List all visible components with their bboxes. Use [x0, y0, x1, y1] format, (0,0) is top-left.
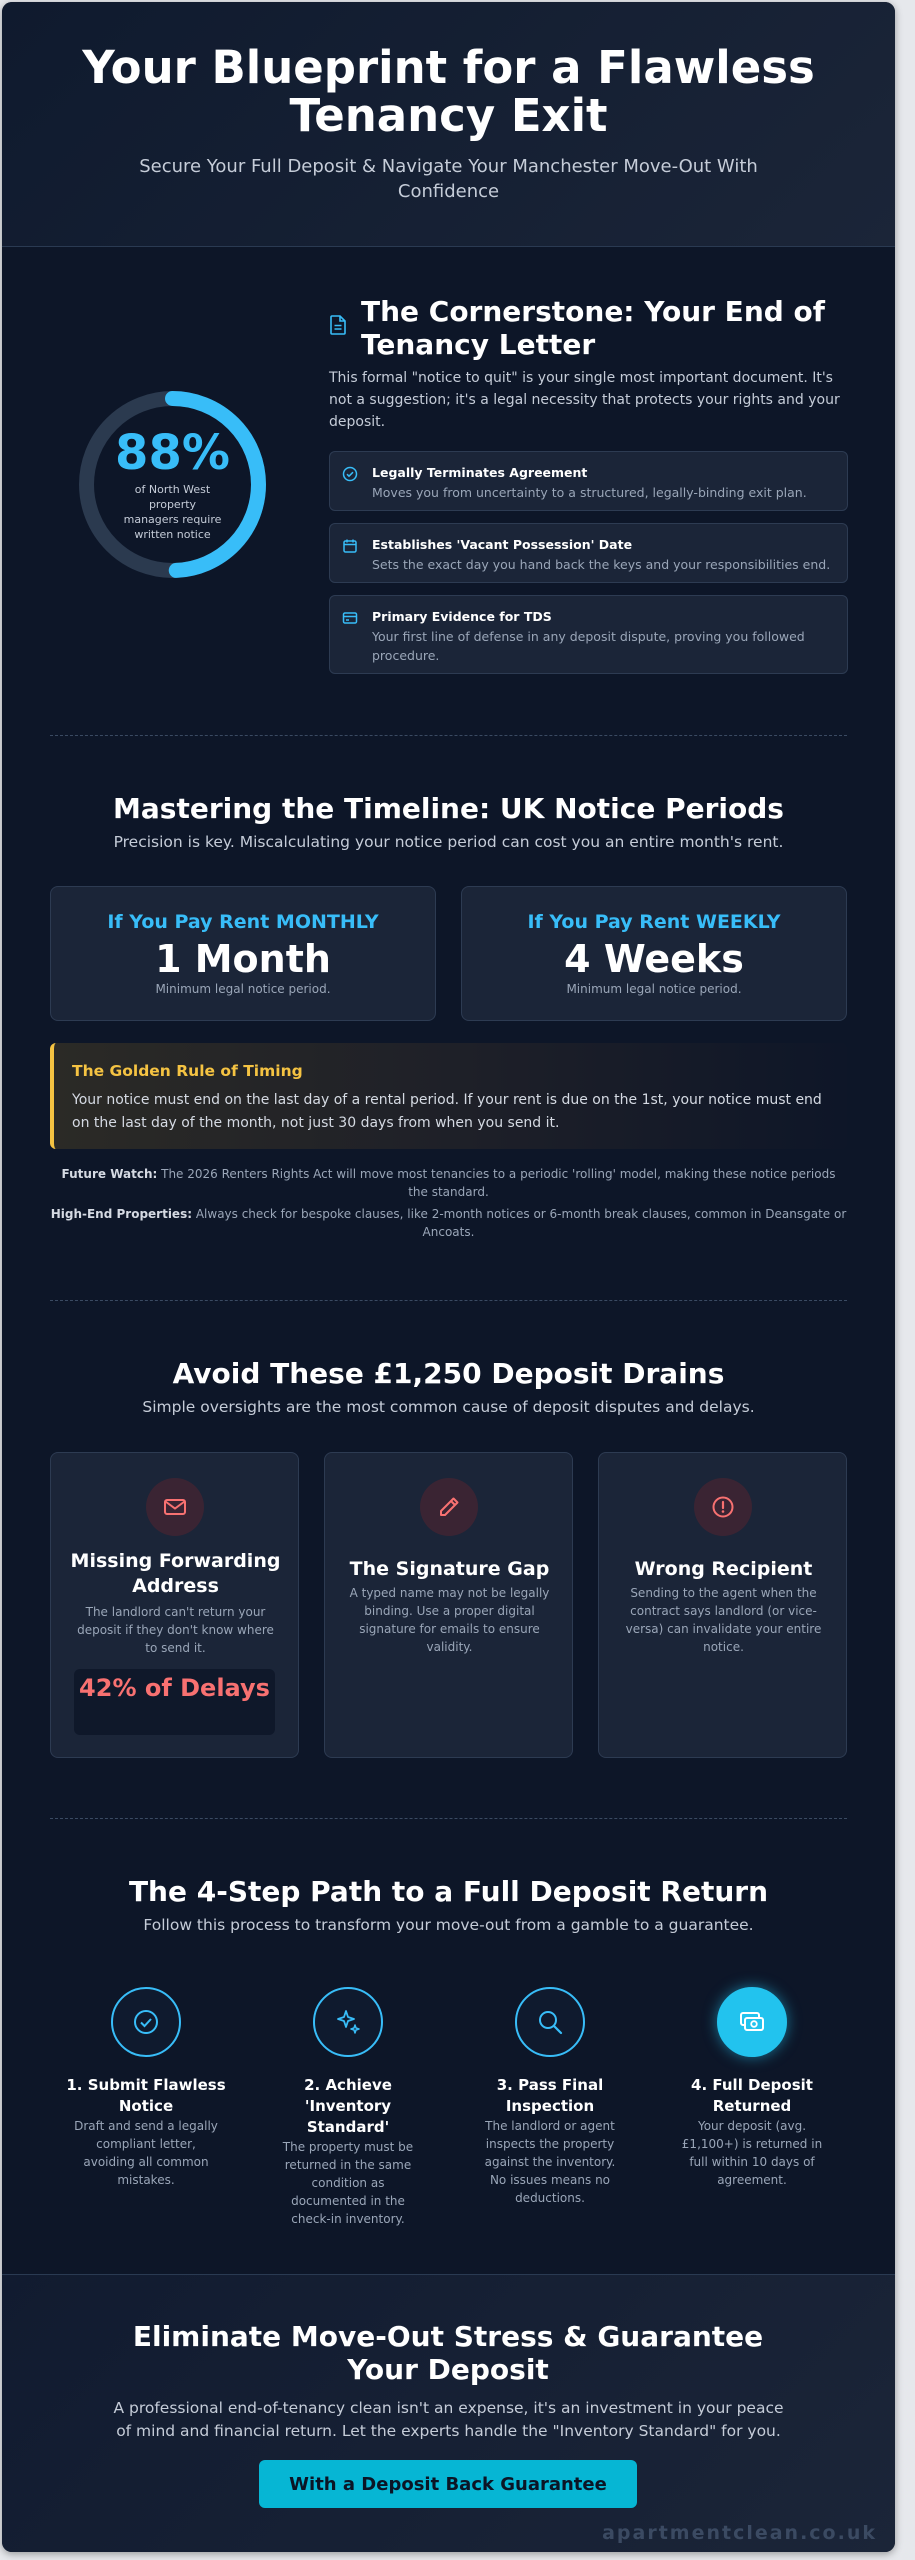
timeline-title: Mastering the Timeline: UK Notice Periods [113, 792, 784, 825]
golden-rule-callout [50, 1043, 847, 1149]
note-text: The 2026 Renters Rights Act will move most tenancies to a periodic 'rolling' model, making these notice periods the standard. [157, 1167, 836, 1199]
drain-icon-circle [146, 1478, 204, 1536]
section-divider [50, 1818, 847, 1819]
steps-title: The 4-Step Path to a Full Deposit Return [128, 1875, 769, 1908]
drains-title: Avoid These £1,250 Deposit Drains [172, 1357, 725, 1390]
letter-intro: This formal "notice to quit" is your single most important document. It's not a suggestion; it's a legal necessity that protects your rights and your deposit. [329, 370, 840, 430]
calendar-icon [342, 538, 358, 554]
drain-icon-circle [420, 1478, 478, 1536]
step-desc: Draft and send a legally compliant letter, avoiding all common mistakes. [74, 2119, 218, 2187]
page-subtitle: Secure Your Full Deposit & Navigate Your Manchester Move-Out With Confidence [139, 156, 758, 202]
step-title: 1. Submit Flawless Notice [66, 2076, 226, 2115]
money-icon [738, 2008, 766, 2036]
drain-card-signature [324, 1452, 573, 1758]
step-icon-circle [515, 1987, 585, 2057]
feature-title: Legally Terminates Agreement [372, 465, 588, 480]
drain-title: Missing Forwarding Address [70, 1550, 281, 1597]
notice-weekly-label: If You Pay Rent WEEKLY [527, 911, 781, 933]
stat-ring [75, 387, 270, 582]
step-desc: The landlord or agent inspects the property against the inventory. No issues means no deductions. [484, 2119, 616, 2205]
section-divider [50, 1300, 847, 1301]
step-title: 4. Full Deposit Returned [691, 2076, 813, 2115]
pencil-icon [437, 1495, 461, 1519]
deposit-guarantee-button[interactable]: With a Deposit Back Guarantee [259, 2460, 637, 2508]
notice-monthly-note: Minimum legal notice period. [155, 982, 331, 996]
drain-card-recipient [598, 1452, 847, 1758]
note-text: Always check for bespoke clauses, like 2-month notices or 6-month break clauses, common in Deansgate or Ancoats. [192, 1207, 847, 1239]
letter-heading [329, 295, 849, 361]
note-label: High-End Properties: [50, 1207, 193, 1221]
step-desc: The property must be returned in the same condition as documented in the check-in inventory. [282, 2140, 414, 2226]
letter-title: The Cornerstone: Your End of Tenancy Letter [361, 295, 825, 361]
note-high-end [50, 1205, 847, 1241]
drain-title: Wrong Recipient [634, 1558, 813, 1580]
notice-weekly-card [461, 886, 847, 1021]
steps-subtitle: Follow this process to transform your move-out from a gamble to a guarantee. [143, 1916, 754, 1934]
feature-desc: Moves you from uncertainty to a structured, legally-binding exit plan. [372, 485, 807, 500]
drain-stat-badge: 42% of Delays [74, 1669, 275, 1735]
step-icon-circle [313, 1987, 383, 2057]
cta-text: A professional end-of-tenancy clean isn't an expense, it's an investment in your peace of mind and financial return. Let the experts handle the "Inventory Standard" for you. [113, 2399, 784, 2440]
stat-percent: 88% [115, 425, 230, 481]
brand-watermark: apartmentclean.co.uk [602, 2522, 877, 2544]
infographic-card [2, 2, 895, 2552]
notice-weekly-note: Minimum legal notice period. [566, 982, 742, 996]
drain-icon-circle [694, 1478, 752, 1536]
stat-caption: of North West property managers require written notice [123, 483, 222, 541]
notice-monthly-value: 1 Month [155, 937, 331, 981]
feature-title: Establishes 'Vacant Possession' Date [372, 537, 633, 552]
step-icon-circle [111, 1987, 181, 2057]
feature-vacant-possession [329, 523, 848, 583]
hero-header [2, 2, 895, 247]
golden-rule-title: The Golden Rule of Timing [72, 1062, 303, 1080]
step-title: 2. Achieve 'Inventory Standard' [304, 2076, 392, 2136]
timeline-notes [50, 1165, 847, 1245]
cta-section [2, 2274, 895, 2552]
sparkles-icon [334, 2008, 362, 2036]
drain-desc: A typed name may not be legally binding. Use a proper digital signature for emails to ensure validity. [349, 1586, 550, 1654]
cta-title: Eliminate Move-Out Stress & Guarantee Your Deposit [132, 2320, 764, 2386]
section-divider [50, 735, 847, 736]
feature-terminates [329, 451, 848, 511]
alert-circle-icon [711, 1495, 735, 1519]
step-desc: Your deposit (avg. £1,100+) is returned in full within 10 days of agreement. [681, 2119, 823, 2187]
feature-title: Primary Evidence for TDS [372, 609, 552, 624]
envelope-icon [163, 1495, 187, 1519]
notice-monthly-label: If You Pay Rent MONTHLY [107, 911, 379, 933]
drain-title: The Signature Gap [349, 1558, 550, 1580]
search-icon [536, 2008, 564, 2036]
feature-tds-evidence [329, 595, 848, 674]
check-circle-icon [132, 2008, 160, 2036]
check-circle-icon [342, 466, 358, 482]
notice-weekly-value: 4 Weeks [564, 937, 744, 981]
feature-desc: Your first line of defense in any deposit dispute, proving you followed procedure. [372, 629, 805, 663]
drain-desc: Sending to the agent when the contract says landlord (or vice-versa) can invalidate your entire notice. [625, 1586, 822, 1654]
timeline-subtitle: Precision is key. Miscalculating your notice period can cost you an entire month's rent. [113, 833, 784, 851]
step-title: 3. Pass Final Inspection [496, 2076, 604, 2115]
feature-desc: Sets the exact day you hand back the keys and your responsibilities end. [372, 557, 831, 572]
note-future-watch [50, 1165, 847, 1201]
id-card-icon [342, 610, 358, 626]
drain-card-forwarding [50, 1452, 299, 1758]
golden-rule-text: Your notice must end on the last day of a rental period. If your rent is due on the 1st, your notice must end on the last day of the month, not just 30 days from when you send it. [72, 1092, 822, 1131]
notice-monthly-card [50, 886, 436, 1021]
note-label: Future Watch: [61, 1167, 158, 1181]
step-icon-circle [717, 1987, 787, 2057]
document-icon [329, 315, 347, 335]
page-title: Your Blueprint for a Flawless Tenancy Exit [82, 41, 815, 142]
drains-subtitle: Simple oversights are the most common cause of deposit disputes and delays. [142, 1398, 755, 1416]
drain-desc: The landlord can't return your deposit if they don't know where to send it. [77, 1605, 274, 1655]
